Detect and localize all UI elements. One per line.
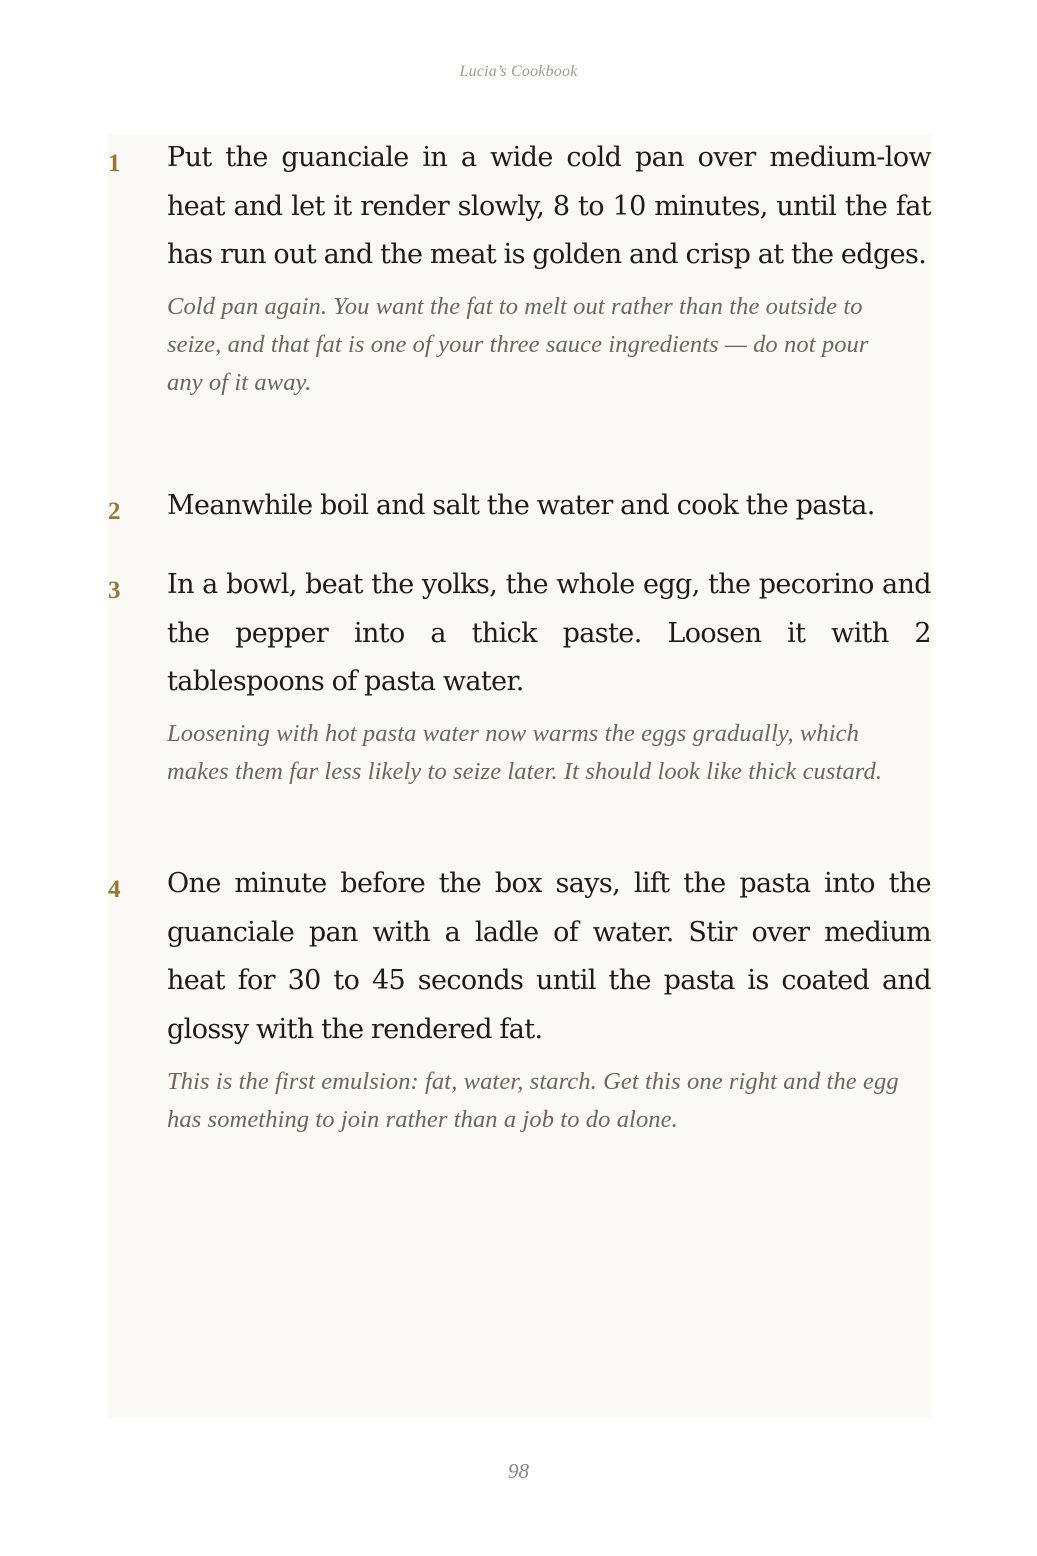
step-number: 3 (108, 577, 121, 604)
step-body (167, 860, 931, 1139)
step-note: Loosening with hot pasta water now warms the eggs gradually, which makes them far less likely to seize later. It should look like thick custard. (167, 720, 883, 786)
step-instruction: In a bowl, beat the yolks, the whole egg, the pecorino and the pepper into a thick paste. Loosen it with 2 tablespoons of pasta water. (167, 569, 931, 698)
step-instruction: Meanwhile boil and salt the water and cook the pasta. (167, 490, 875, 521)
step-body (167, 134, 931, 402)
step-body (167, 482, 931, 531)
page-number: 98 (508, 1459, 529, 1483)
running-header: Lucia’s Cookbook (459, 63, 578, 80)
method-steps-panel (108, 134, 931, 1418)
step-note: This is the first emulsion: fat, water, starch. Get this one right and the egg has something to join rather than a job to do alone. (167, 1067, 899, 1133)
step-instruction: One minute before the box says, lift the pasta into the guanciale pan with a ladle of water. Stir over medium heat for 30 to 45 seconds until the pasta is coated and glossy with the rendered fat. (167, 868, 931, 1046)
step-number: 1 (108, 150, 121, 177)
step-note: Cold pan again. You want the fat to melt out rather than the outside to seize, and that fat is one of your three sauce ingredients — do not pour any of it away. (167, 293, 869, 397)
step-body (167, 561, 931, 791)
step-instruction: Put the guanciale in a wide cold pan over medium-low heat and let it render slowly, 8 to 10 minutes, until the fat has run out and the meat is golden and crisp at the edges. (167, 142, 931, 271)
step-number: 2 (108, 498, 121, 525)
step-number: 4 (108, 876, 121, 903)
